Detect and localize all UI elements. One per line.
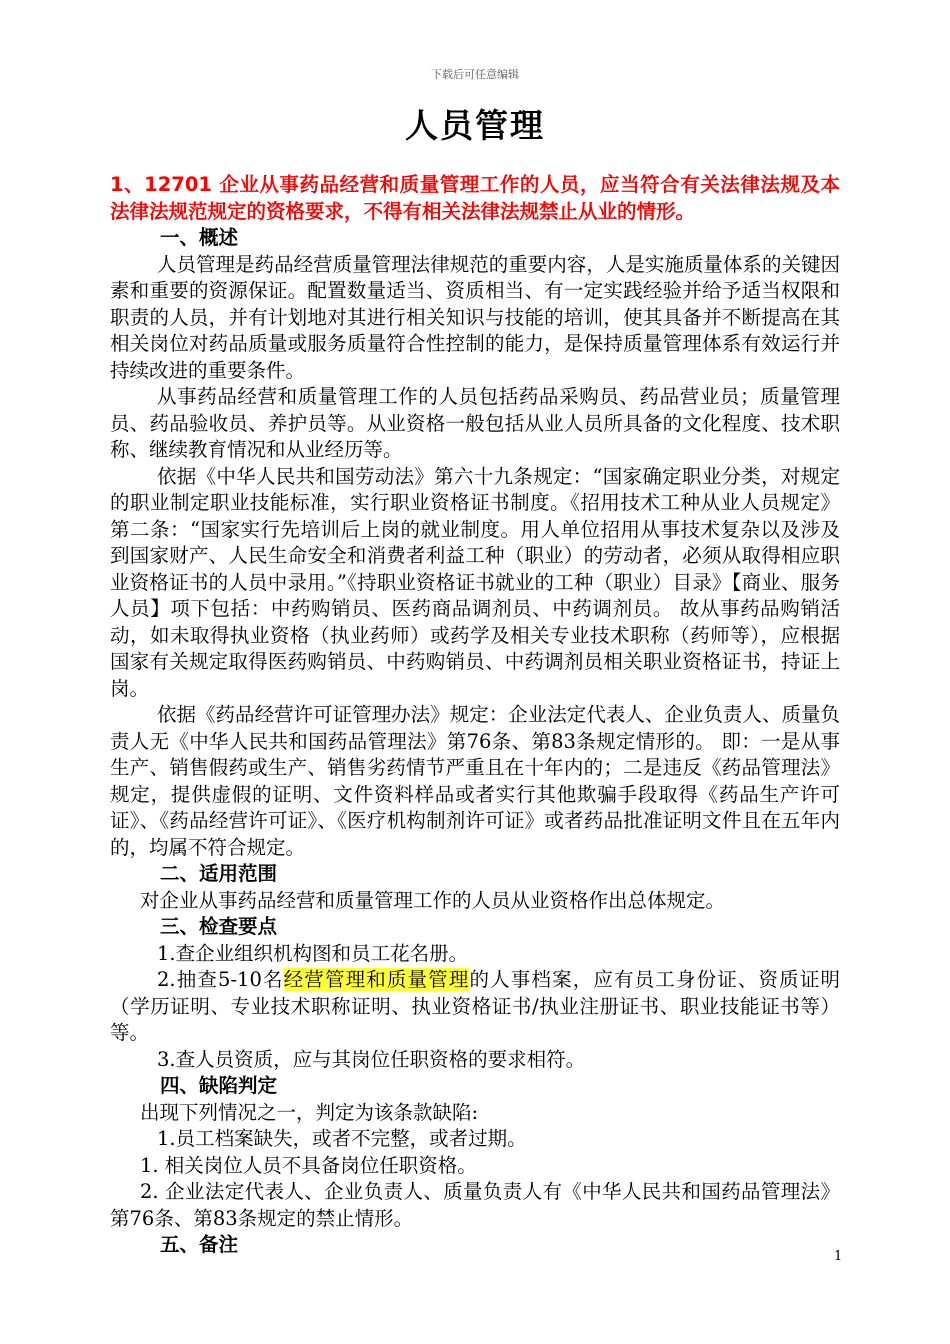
- clause-heading: 1、12701 企业从事药品经营和质量管理工作的人员，应当符合有关法律法规及本法律法规范规定的资格要求，不得有相关法律法规禁止从业的情形。: [110, 173, 840, 223]
- list-item-text: 2.抽查5-10名: [157, 968, 284, 991]
- paragraph: 依据《药品经营许可证管理办法》规定：企业法定代表人、企业负责人、质量负责人无《中华人民共和国药品管理法》第76条、第83条规定情形的。 即：一是从事生产、销售假药或生产、销售劣药情节严重且在十年内的；二是违反《药品管理法》规定，提供虚假的证明、文件资料样品或者实行其他欺骗手段取得《药品生产许可证》、《药品经营许可证》、《医疗机构制剂许可证》或者药品批准证明文件且在五年内的，均属不符合规定。: [110, 703, 840, 859]
- section-heading-defects: 四、缺陷判定: [160, 1074, 278, 1097]
- list-item: 1.查企业组织机构图和员工花名册。: [157, 941, 469, 965]
- section-heading-notes: 五、备注: [160, 1233, 239, 1256]
- paragraph: 人员管理是药品经营质量管理法律规范的重要内容，人是实施质量体系的关键因素和重要的资源保证。配置数量适当、资质相当、有一定实践经验并给予适当权限和职责的人员，并有计划地对其进行相关知识与技能的培训，使其具备并不断提高在其相关岗位对药品质量或服务质量符合性控制的能力，是保持质量管理体系有效运行并持续改进的重要条件。: [110, 252, 840, 382]
- list-item: 1.员工档案缺失，或者不完整，或者过期。: [157, 1127, 527, 1150]
- section-heading-checkpoints: 三、检查要点: [160, 915, 278, 938]
- list-item: 2. 企业法定代表人、企业负责人、质量负责人有《中华人民共和国药品管理法》第76条、第83条规定的禁止情形。: [110, 1180, 840, 1230]
- list-item: [110, 967, 840, 1047]
- list-item: 1. 相关岗位人员不具备岗位任职资格。: [140, 1153, 477, 1177]
- paragraph: 出现下列情况之一，判定为该条款缺陷:: [140, 1100, 479, 1124]
- page-number: 1: [834, 1249, 843, 1264]
- header-note: 下载后可任意编辑: [431, 68, 519, 81]
- page-title: 人员管理: [405, 106, 545, 145]
- highlighted-text: 经营管理和质量管理: [283, 968, 470, 991]
- paragraph: 对企业从事药品经营和质量管理工作的人员从业资格作出总体规定。: [140, 888, 726, 912]
- paragraph: 依据《中华人民共和国劳动法》第六十九条规定：“国家确定职业分类，对规定的职业制定职业技能标准，实行职业资格证书制度。《招用技术工种从业人员规定》第二条：“国家实行先培训后上岗的就业制度。用人单位招用从事技术复杂以及涉及到国家财产、人民生命安全和消费者利益工种（职业）的劳动者，必须从取得相应职业资格证书的人员中录用。”《持职业资格证书就业的工种（职业）目录》【商业、服务人员】项下包括：中药购销员、医药商品调剂员、中药调剂员。 故从事药品购销活动，如未取得执业资格（执业药师）或药学及相关专业技术职称（药师等），应根据国家有关规定取得医药购销员、中药购销员、中药调剂员相关职业资格证书，持证上岗。: [110, 464, 840, 700]
- list-item-text: 的人事档案，应有员工身份证、资质证明（学历证明、专业技术职称证明、执业资格证书/执业注册证书、职业技能证书等）等。: [110, 968, 840, 1044]
- document-body: [110, 172, 840, 1259]
- list-item: 3.查人员资质，应与其岗位任职资格的要求相符。: [157, 1047, 586, 1071]
- paragraph: 从事药品经营和质量管理工作的人员包括药品采购员、药品营业员；质量管理员、药品验收员、养护员等。从业资格一般包括从业人员所具备的文化程度、技术职称、继续教育情况和从业经历等。: [110, 385, 840, 461]
- section-heading-scope: 二、适用范围: [160, 862, 278, 885]
- section-heading-overview: 一、概述: [160, 226, 239, 249]
